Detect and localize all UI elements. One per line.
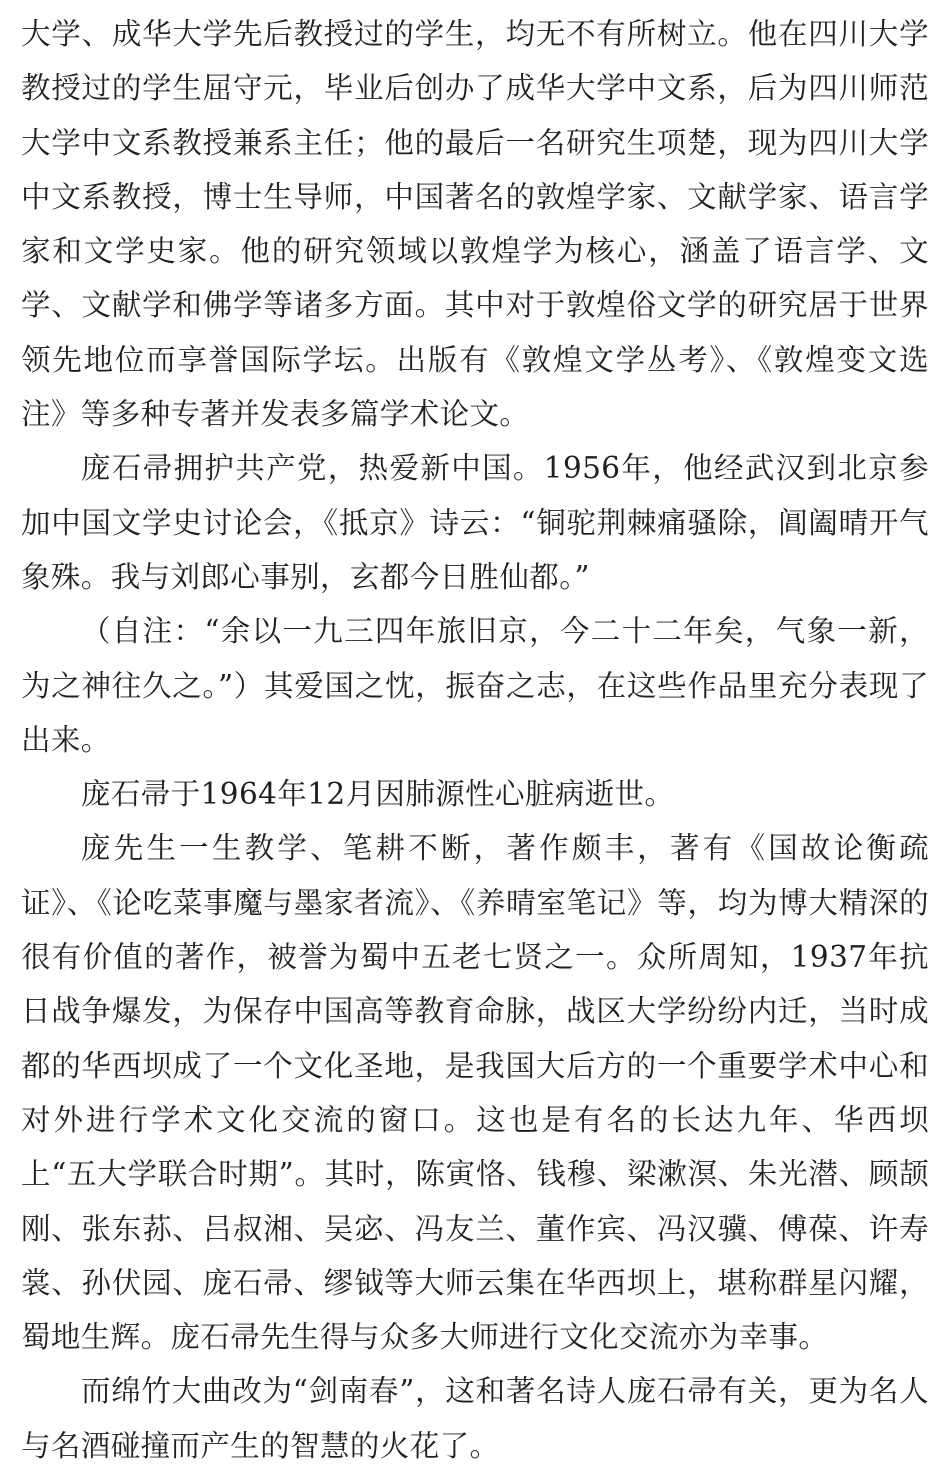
paragraph-works: 庞先生一生教学、笔耕不断，著作颇丰，著有《国故论衡疏证》、《论吃菜事魔与墨家者流》、《养晴室笔记》等，均为博大精深的很有价值的著作，被誉为蜀中五老七贤之一。众所周知，1937年抗日战争爆发，为保存中国高等教育命脉，战区大学纷纷内迁，当时成都的华西坝成了一个文化圣地，是我国大后方的一个重要学术中心和对外进行学术文化交流的窗口。这也是有名的长达九年、华西坝上“五大学联合时期”。其时，陈寅恪、钱穆、梁漱溟、朱光潜、顾颉刚、张东荪、吕叔湘、吴宓、冯友兰、董作宾、冯汉骥、傅葆、许寿裳、孙伏园、庞石帚、缪钺等大师云集在华西坝上，堪称群星闪耀，蜀地生辉。庞石帚先生得与众多大师进行文化交流亦为幸事。	[21, 831, 929, 1355]
paragraph-patriotism: 庞石帚拥护共产党，热爱新中国。1956年，他经武汉到北京参加中国文学史讨论会，《抵京》诗云：“铜驼荆棘痛骚除，阊阖晴开气象殊。我与刘郎心事别，玄都今日胜仙都。”	[21, 451, 929, 594]
paragraph-jiannanchun: 而绵竹大曲改为“剑南春”，这和著名诗人庞石帚有关，更为名人与名酒碰撞而产生的智慧的火花了。	[21, 1374, 929, 1463]
paragraph-students: 大学、成华大学先后教授过的学生，均无不有所树立。他在四川大学教授过的学生屈守元，毕业后创办了成华大学中文系，后为四川师范大学中文系教授兼系主任；他的最后一名研究生项楚，现为四川大学中文系教授，博士生导师，中国著名的敦煌学家、文献学家、语言学家和文学史家。他的研究领域以敦煌学为核心，涵盖了语言学、文学、文献学和佛学等诸多方面。其中对于敦煌俗文学的研究居于世界领先地位而享誉国际学坛。出版有《敦煌文学丛考》、《敦煌变文选注》等多种专著并发表多篇学术论文。	[21, 17, 929, 432]
paragraph-self-note: （自注：“余以一九三四年旅旧京，今二十二年矣，气象一新，为之神往久之。”）其爱国之忱，振奋之志，在这些作品里充分表现了出来。	[21, 614, 929, 757]
document-page	[21, 0, 929, 1473]
paragraph-death: 庞石帚于1964年12月因肺源性心脏病逝世。	[81, 777, 675, 812]
